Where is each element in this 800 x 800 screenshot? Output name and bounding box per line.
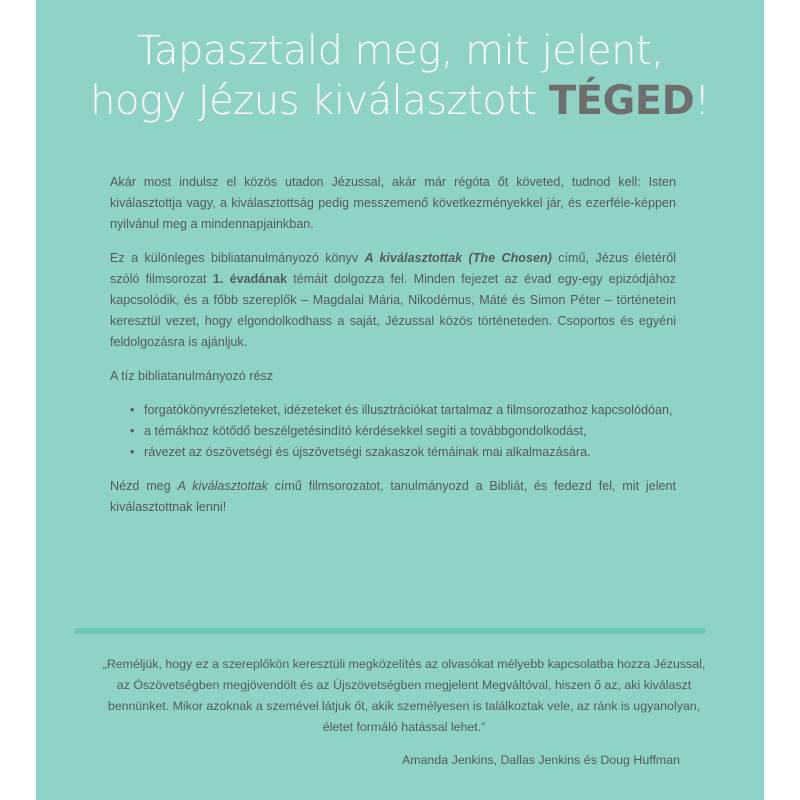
headline-emphasis: TÉGED [548, 78, 695, 124]
season-label: 1. évadának [212, 272, 288, 286]
closing-text-1: Nézd meg [110, 479, 178, 493]
description-text-1: Ez a különleges bibliatanulmányozó könyv [110, 251, 365, 265]
headline-exclamation: ! [694, 78, 710, 124]
back-cover [36, 0, 764, 800]
headline-line-2 [36, 76, 764, 126]
description-paragraph [110, 248, 676, 353]
description-text-3: témáit dolgozza fel. Minden fejezet az évad egy-egy epizódjához kapcsolódik, és a főbb szereplők – Magdalai Mária, Nikodémus, Máté és Simon Péter – történetein keresztül vezet, hogy elgondolkodhass a saját, Jézussal közös történeteden. Csoportos és egyéni feldolgozásra is ajánljuk. [110, 272, 676, 349]
feature-list [110, 400, 676, 463]
description-text-2: című, Jézus életéről szóló filmsorozat [110, 251, 676, 286]
headline [36, 26, 764, 126]
quote: „Reméljük, hogy ez a szereplőkön keresztüli megközelítés az olvasókat mélyebb kapcsolatba hozza Jézussal, az Ószövetségben megjövendölt és az Újszövetségben megjelent Megváltóval, hiszen ő az, aki kiválaszt bennünket. Mikor azoknak a szemével látjuk őt, akik személyesen is találkoztak vele, az ránk is ugyanolyan, életet formáló hatással lehet.” [102, 657, 706, 734]
list-item: • rávezet az ószövetségi és újszövetségi szakaszok témáinak mai alkalmazására. [132, 442, 676, 463]
intro-paragraph: Akár most indulsz el közös utadon Jézussal, akár már régóta őt követed, tudnod kell: Isten kiválasztottja vagy, a kiválasztottság pedig messzemenő következményekkel jár, és ezerféle-képpen nyilvánul meg a mindennapjainkban. [110, 175, 676, 231]
blurb-body [110, 172, 676, 531]
closing-text-2: című filmsorozatot, tanulmányozd a Bibliát, és fedezd fel, mit jelent kiválasztottnak lenni! [110, 479, 676, 514]
closing-paragraph [110, 476, 676, 518]
headline-line-1: Tapasztald meg, mit jelent, [136, 28, 664, 74]
quote-attribution: Amanda Jenkins, Dallas Jenkins és Doug Huffman [401, 753, 680, 767]
list-item: • a témákhoz kötődő beszélgetésindító kérdésekkel segíti a továbbgondolkodást, [132, 421, 676, 442]
book-title: A kiválasztottak (The Chosen) [364, 251, 552, 265]
series-title: A kiválasztottak [177, 479, 268, 493]
list-intro: A tíz bibliatanulmányozó rész [110, 369, 274, 383]
list-item: • forgatókönyvrészleteket, idézeteket és illusztrációkat tartalmaz a filmsorozathoz kapcsolódóan, [132, 400, 676, 421]
headline-line-2-text: hogy Jézus kiválasztott [90, 78, 549, 124]
divider [74, 628, 706, 634]
